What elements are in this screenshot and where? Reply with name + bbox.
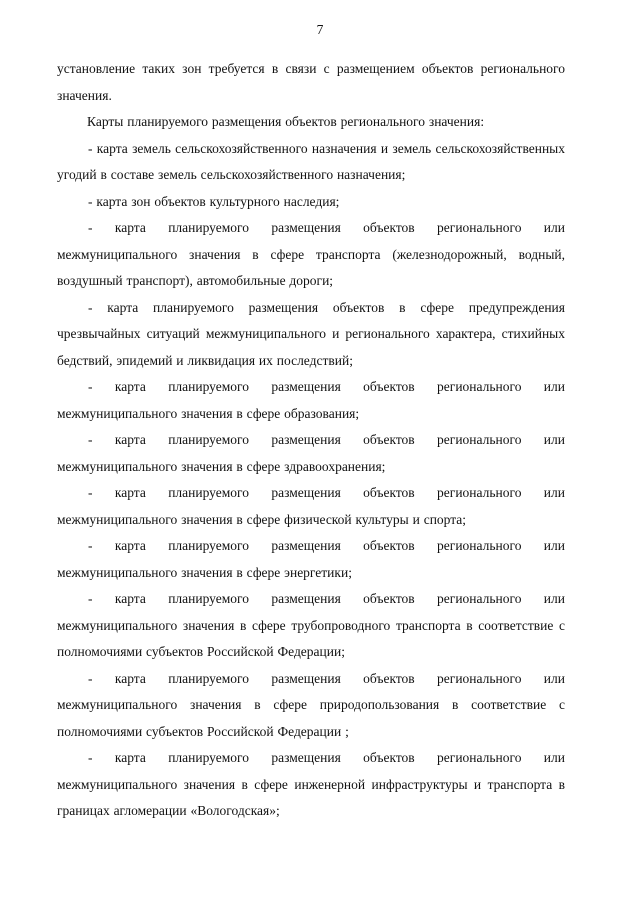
document-body [57, 56, 565, 825]
paragraph-intro: установление таких зон требуется в связи с размещением объектов регионального значения. [57, 61, 565, 103]
list-item: - карта планируемого размещения объектов регионального или межмуниципального значения в сфере физической культуры и спорта; [57, 485, 565, 527]
list-item: - карта планируемого размещения объектов регионального или межмуниципального значения в сфере транспорта (железнодорожный, водный, воздушный транспорт), автомобильные дороги; [57, 220, 565, 288]
list-item: - карта планируемого размещения объектов регионального или межмуниципального значения в сфере трубопроводного транспорта в соответствие с полномочиями субъектов Российской Федерации; [57, 591, 565, 659]
list-item: - карта земель сельскохозяйственного назначения и земель сельскохозяйственных угодий в составе земель сельскохозяйственного назначения; [57, 140, 565, 182]
list-item: - карта планируемого размещения объектов в сфере предупреждения чрезвычайных ситуаций межмуниципального и регионального характера, стихийных бедствий, эпидемий и ликвидация их последствий; [57, 299, 565, 368]
list-item: - карта планируемого размещения объектов регионального или межмуниципального значения в сфере инженерной инфраструктуры и транспорта в границах агломерации «Вологодская»; [57, 750, 565, 818]
list-item: - карта планируемого размещения объектов регионального или межмуниципального значения в сфере энергетики; [57, 538, 565, 580]
list-item: - карта зон объектов культурного наследия; [88, 193, 340, 209]
list-item: - карта планируемого размещения объектов регионального или межмуниципального значения в сфере здравоохранения; [57, 432, 565, 474]
page-number: 7 [316, 22, 324, 37]
list-item: - карта планируемого размещения объектов регионального или межмуниципального значения в сфере природопользования в соответствие с полномочиями субъектов Российской Федерации ; [57, 670, 565, 739]
list-item: - карта планируемого размещения объектов регионального или межмуниципального значения в сфере образования; [57, 379, 565, 421]
paragraph-maps-heading: Карты планируемого размещения объектов регионального значения: [87, 114, 485, 129]
